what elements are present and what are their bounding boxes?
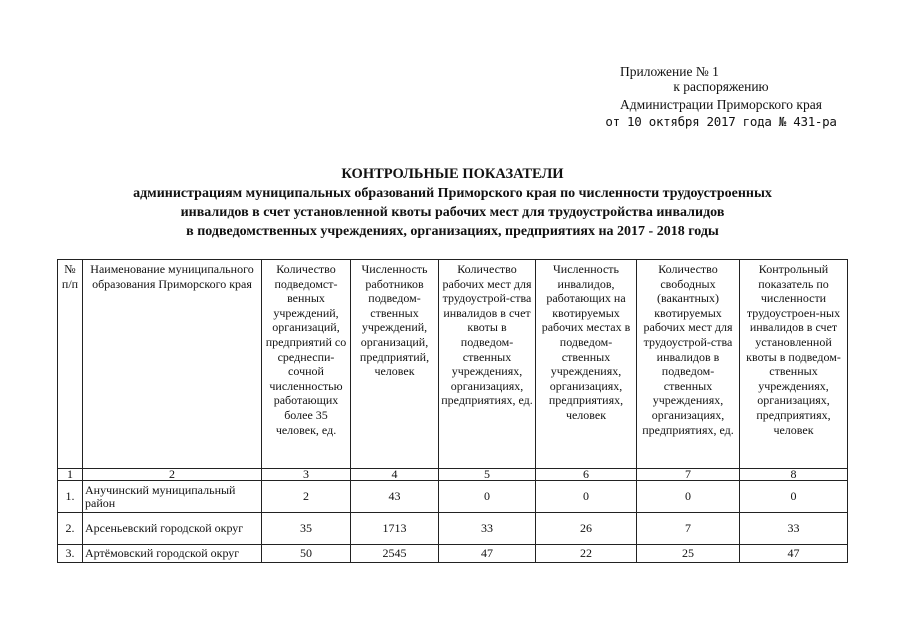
col-header-institutions: Количество подведомст-венных учреждений, организаций, предприятий со среднеспи-сочной численностью работающих более 35 человек, ед. <box>262 260 351 469</box>
cell-employees: 2545 <box>351 545 439 563</box>
column-number: 7 <box>637 469 740 481</box>
cell-employees: 43 <box>351 481 439 513</box>
title-line-4: в подведомственных учреждениях, организациях, предприятиях на 2017 - 2018 годы <box>186 224 719 239</box>
appendix-label: Приложение № 1 <box>620 64 719 79</box>
col-header-vacant-places: Количество свободных (вакантных) квотируемых рабочих мест для трудоустрой-ства инвалидов в подведом-ственных учреждениях, организациях, предприятиях, ед. <box>637 260 740 469</box>
table-row <box>58 513 848 545</box>
cell-vacant-places: 7 <box>637 513 740 545</box>
cell-control-indicator: 47 <box>740 545 848 563</box>
title-line-2: администрациям муниципальных образований Приморского края по численности трудоустроенных <box>133 186 772 201</box>
cell-institutions: 35 <box>262 513 351 545</box>
cell-disabled-employed: 22 <box>536 545 637 563</box>
table-header-row <box>58 260 848 469</box>
row-number: 1. <box>58 481 83 513</box>
col-header-control-indicator: Контрольный показатель по численности трудоустроен-ных инвалидов в счет установленной квоты в подведом-ственных учреждениях, организациях, предприятиях, человек <box>740 260 848 469</box>
column-number: 2 <box>83 469 262 481</box>
cell-control-indicator: 0 <box>740 481 848 513</box>
document-title <box>0 165 905 241</box>
cell-vacant-places: 0 <box>637 481 740 513</box>
column-number: 5 <box>439 469 536 481</box>
table-row <box>58 545 848 563</box>
order-to: к распоряжению <box>673 79 769 94</box>
indicators-table <box>57 259 848 563</box>
cell-quota-places: 33 <box>439 513 536 545</box>
col-header-quota-places: Количество рабочих мест для трудоустрой-ства инвалидов в счет квоты в подведом-ственных учреждениях, организациях, предприятиях, ед. <box>439 260 536 469</box>
col-header-municipality <box>83 260 262 469</box>
title-line-1: КОНТРОЛЬНЫЕ ПОКАЗАТЕЛИ <box>341 166 564 182</box>
column-number: 4 <box>351 469 439 481</box>
cell-control-indicator: 33 <box>740 513 848 545</box>
table-row <box>58 481 848 513</box>
col-header-municipality-text: Наименование муниципального образования Приморского края <box>90 262 254 291</box>
municipality-name: Артёмовский городской округ <box>83 545 262 563</box>
row-number: 3. <box>58 545 83 563</box>
municipality-name: Арсеньевский городской округ <box>83 513 262 545</box>
cell-institutions: 50 <box>262 545 351 563</box>
column-number: 8 <box>740 469 848 481</box>
order-admin: Администрации Приморского края <box>620 96 822 112</box>
column-number-row <box>58 469 848 481</box>
cell-employees: 1713 <box>351 513 439 545</box>
col-header-employees: Численность работников подведом-ственных учреждений, организаций, предприятий, человек <box>351 260 439 469</box>
order-reference <box>596 78 846 131</box>
cell-vacant-places: 25 <box>637 545 740 563</box>
column-number: 1 <box>58 469 83 481</box>
cell-disabled-employed: 0 <box>536 481 637 513</box>
cell-quota-places: 47 <box>439 545 536 563</box>
column-number: 6 <box>536 469 637 481</box>
row-number: 2. <box>58 513 83 545</box>
cell-disabled-employed: 26 <box>536 513 637 545</box>
municipality-name: Анучинский муниципальный район <box>83 481 262 513</box>
title-line-3: инвалидов в счет установленной квоты рабочих мест для трудоустройства инвалидов <box>180 205 725 220</box>
column-number: 3 <box>262 469 351 481</box>
order-date: от 10 октября 2017 года № 431-ра <box>605 114 837 129</box>
cell-quota-places: 0 <box>439 481 536 513</box>
col-header-disabled-employed: Численность инвалидов, работающих на квотируемых рабочих местах в подведом-ственных учреждениях, организациях, предприятиях, человек <box>536 260 637 469</box>
col-header-number: № п/п <box>58 260 83 469</box>
cell-institutions: 2 <box>262 481 351 513</box>
